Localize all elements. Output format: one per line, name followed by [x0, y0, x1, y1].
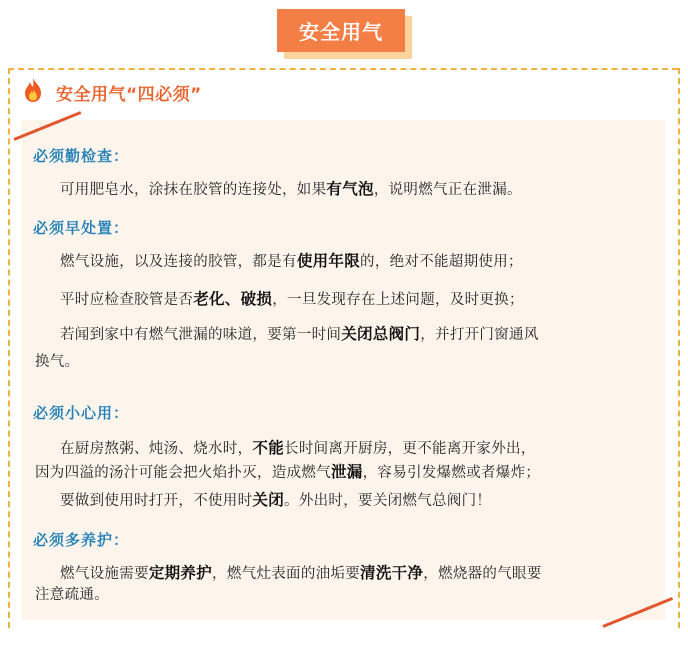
paragraph-line — [60, 488, 491, 510]
body-text: 的，绝对不能超期使用； — [360, 254, 523, 270]
body-text: 注意疏通。 — [35, 587, 109, 603]
paragraph-line — [35, 460, 540, 482]
body-text: 平时应检查胶管是否 — [60, 292, 194, 308]
paragraph-line — [35, 350, 79, 371]
body-text: ，一旦发现存在上述问题，及时更换； — [272, 292, 524, 308]
paragraph-line — [35, 583, 109, 604]
section-heading-careful: 必须小心用： — [33, 404, 130, 422]
dashed-border-top — [8, 68, 678, 70]
dashed-border-right — [678, 68, 680, 628]
emphasis-text: 定期养护 — [148, 564, 213, 582]
paragraph-line — [60, 561, 542, 583]
paragraph-line — [60, 287, 524, 309]
section-heading-maintain: 必须多养护： — [33, 531, 130, 549]
emphasis-text: 泄漏 — [331, 463, 363, 481]
body-text: 。外出时，要关闭燃气总阀门！ — [284, 493, 492, 509]
body-text: 燃气设施需要 — [60, 566, 149, 582]
emphasis-text: 关闭 — [252, 491, 285, 509]
body-text: 要做到使用时打开，不使用时 — [60, 493, 253, 509]
body-text: 可用肥皂水，涂抹在胶管的连接处，如果 — [60, 182, 327, 198]
section-heading-handle: 必须早处置： — [33, 219, 130, 237]
body-text: 燃气设施，以及连接的胶管，都是有 — [60, 254, 297, 270]
dashed-border-left — [8, 68, 10, 628]
body-text: ，容易引发爆燃或者爆炸； — [362, 465, 541, 481]
paragraph-line — [60, 249, 523, 271]
body-text: 长时间离开厨房，更不能离开家外出， — [284, 441, 536, 457]
subtitle: 安全用气“四必须” — [56, 85, 202, 105]
body-text: ，燃烧器的气眼要 — [423, 566, 542, 582]
paragraph-line — [60, 177, 522, 199]
body-text: 换气。 — [35, 354, 80, 370]
emphasis-text: 有气泡 — [326, 180, 374, 198]
fire-icon — [20, 77, 46, 103]
paragraph-line — [60, 322, 539, 344]
paragraph-line — [60, 436, 536, 458]
body-text: 若闻到家中有燃气泄漏的味道，要第一时间 — [60, 327, 342, 343]
section-heading-check: 必须勤检查： — [33, 147, 130, 165]
emphasis-text: 老化、破损 — [193, 290, 273, 308]
body-text: ，说明燃气正在泄漏。 — [373, 182, 522, 198]
body-text: 因为四溢的汤汁可能会把火焰扑灭，造成燃气 — [35, 465, 331, 481]
page-title: 安全用气 — [277, 9, 405, 52]
emphasis-text: 清洗干净 — [360, 564, 424, 582]
emphasis-text: 不能 — [252, 439, 285, 457]
body-text: ，并打开门窗通风 — [420, 327, 539, 343]
body-text: ，燃气灶表面的油垢要 — [212, 566, 361, 582]
emphasis-text: 关闭总阀门 — [341, 325, 421, 343]
body-text: 在厨房熬粥、炖汤、烧水时， — [60, 441, 253, 457]
emphasis-text: 使用年限 — [296, 252, 361, 270]
